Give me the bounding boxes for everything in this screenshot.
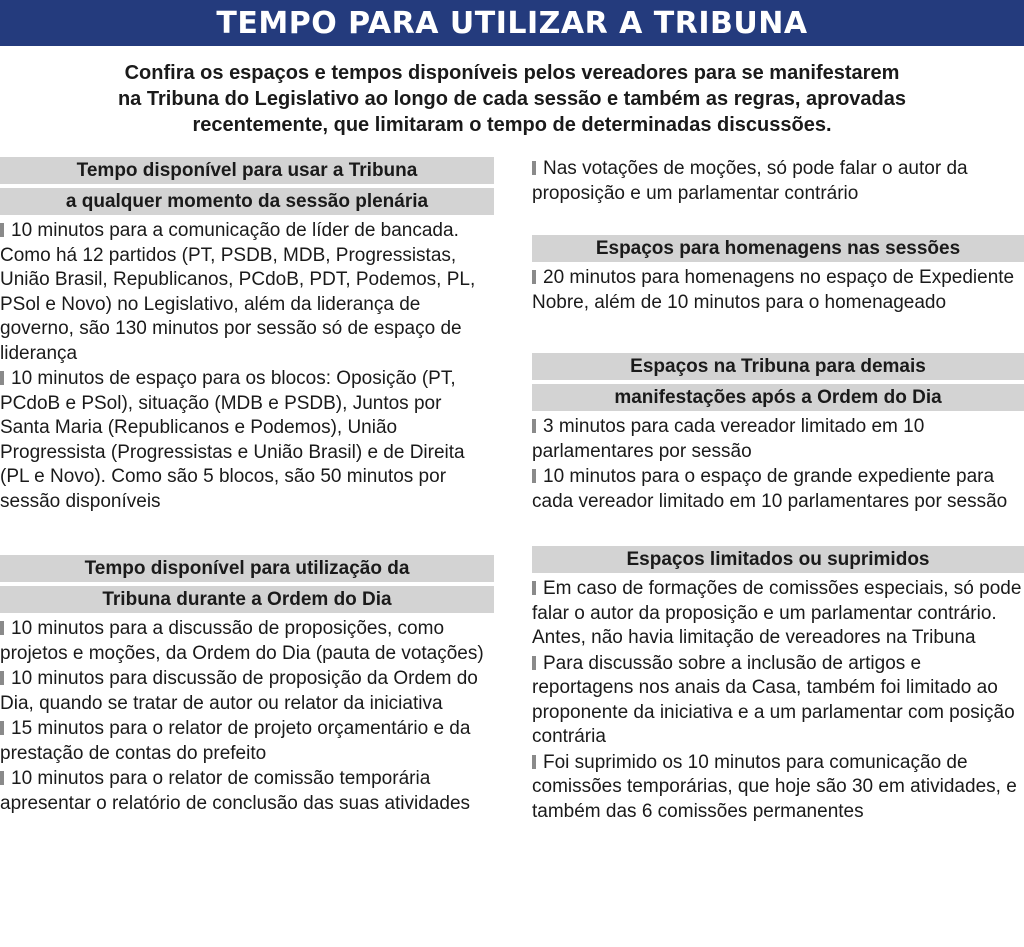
left-column <box>0 157 494 817</box>
list-item <box>0 717 494 766</box>
section-plenary <box>0 157 494 514</box>
item-text: Para discussão sobre a inclusão de artigos e reportagens nos anais da Casa, também foi limitado ao proponente da iniciativa e a um parlamentar com posição contrária <box>532 652 1015 747</box>
item-text: 10 minutos para discussão de proposição da Ordem do Dia, quando se tratar de autor ou relator da iniciativa <box>0 668 478 714</box>
section-demais-manifestacoes <box>532 353 1024 514</box>
list-item <box>532 157 1024 206</box>
item-text: 10 minutos para a comunicação de líder de bancada. Como há 12 partidos (PT, PSDB, MDB, Progressistas, União Brasil, Republicanos, PCdoB, PDT, Podemos, PL, PSol e Novo) no Legislativo, além da liderança de governo, são 130 minutos por sessão só de espaço de liderança <box>0 220 476 364</box>
list-item <box>532 465 1024 514</box>
bullet-bar-icon <box>532 755 536 769</box>
intro-text <box>40 60 984 138</box>
list-item <box>0 617 494 666</box>
item-text: 3 minutos para cada vereador limitado em 10 parlamentares por sessão <box>532 416 925 462</box>
bullet-bar-icon <box>532 469 536 483</box>
list-item <box>0 767 494 816</box>
bullet-bar-icon <box>532 581 536 595</box>
intro-line: recentemente, que limitaram o tempo de determinadas discussões. <box>192 114 832 136</box>
item-text: Em caso de formações de comissões especiais, só pode falar o autor da proposição e um parlamentar contrário. Antes, não havia limitação de vereadores na Tribuna <box>532 578 1022 648</box>
page-title: TEMPO PARA UTILIZAR A TRIBUNA <box>216 5 808 41</box>
list-item <box>532 652 1024 750</box>
item-text: Foi suprimido os 10 minutos para comunicação de comissões temporárias, que hoje são 30 em atividades, e também das 6 comissões permanentes <box>532 751 1017 822</box>
section-ordem-do-dia <box>0 555 494 816</box>
section-heading: Tempo disponível para usar a Tribuna <box>0 157 494 184</box>
section-heading: manifestações após a Ordem do Dia <box>532 384 1024 411</box>
item-text: 10 minutos de espaço para os blocos: Oposição (PT, PCdoB e PSol), situação (MDB e PSDB), Juntos por Santa Maria (Republicanos e Podemos), União Progressista (Progressistas e União Brasil) e de Direita (PL e Novo). Como são 5 blocos, são 50 minutos por sessão disponíveis <box>0 368 465 512</box>
intro-line: na Tribuna do Legislativo ao longo de cada sessão e também as regras, aprovadas <box>117 88 907 110</box>
section-heading: Espaços limitados ou suprimidos <box>532 546 1024 573</box>
section-heading: Espaços na Tribuna para demais <box>532 353 1024 380</box>
item-text: 10 minutos para o relator de comissão temporária apresentar o relatório de conclusão das suas atividades <box>0 768 471 814</box>
list-item <box>532 751 1024 825</box>
section-heading: a qualquer momento da sessão plenária <box>0 188 494 215</box>
bullet-bar-icon <box>532 161 536 175</box>
list-item <box>532 266 1024 315</box>
right-column <box>532 157 1024 825</box>
section-heading: Espaços para homenagens nas sessões <box>532 235 1024 262</box>
bullet-bar-icon <box>0 371 4 385</box>
list-item <box>532 415 1024 464</box>
list-item <box>0 667 494 716</box>
item-text: Nas votações de moções, só pode falar o autor da proposição e um parlamentar contrário <box>532 158 968 204</box>
bullet-bar-icon <box>0 671 4 685</box>
section-heading: Tribuna durante a Ordem do Dia <box>0 586 494 613</box>
item-text: 10 minutos para o espaço de grande expediente para cada vereador limitado em 10 parlamentares por sessão <box>532 466 1008 512</box>
section-homenagens <box>532 235 1024 315</box>
list-item <box>532 577 1024 651</box>
bullet-bar-icon <box>0 223 4 237</box>
bullet-bar-icon <box>0 771 4 785</box>
intro-line: Confira os espaços e tempos disponíveis pelos vereadores para se manifestarem <box>124 62 900 84</box>
bullet-bar-icon <box>532 419 536 433</box>
list-item <box>0 219 494 366</box>
bullet-bar-icon <box>0 621 4 635</box>
section-limitados-suprimidos <box>532 546 1024 824</box>
bullet-bar-icon <box>532 270 536 284</box>
bullet-bar-icon <box>532 656 536 670</box>
bullet-bar-icon <box>0 721 4 735</box>
page-title-banner <box>0 0 1024 46</box>
item-text: 10 minutos para a discussão de proposições, como projetos e moções, da Ordem do Dia (pauta de votações) <box>0 618 484 664</box>
item-text: 15 minutos para o relator de projeto orçamentário e da prestação de contas do prefeito <box>0 718 471 764</box>
item-text: 20 minutos para homenagens no espaço de Expediente Nobre, além de 10 minutos para o homenageado <box>532 267 1015 313</box>
section-heading: Tempo disponível para utilização da <box>0 555 494 582</box>
list-item <box>0 367 494 514</box>
